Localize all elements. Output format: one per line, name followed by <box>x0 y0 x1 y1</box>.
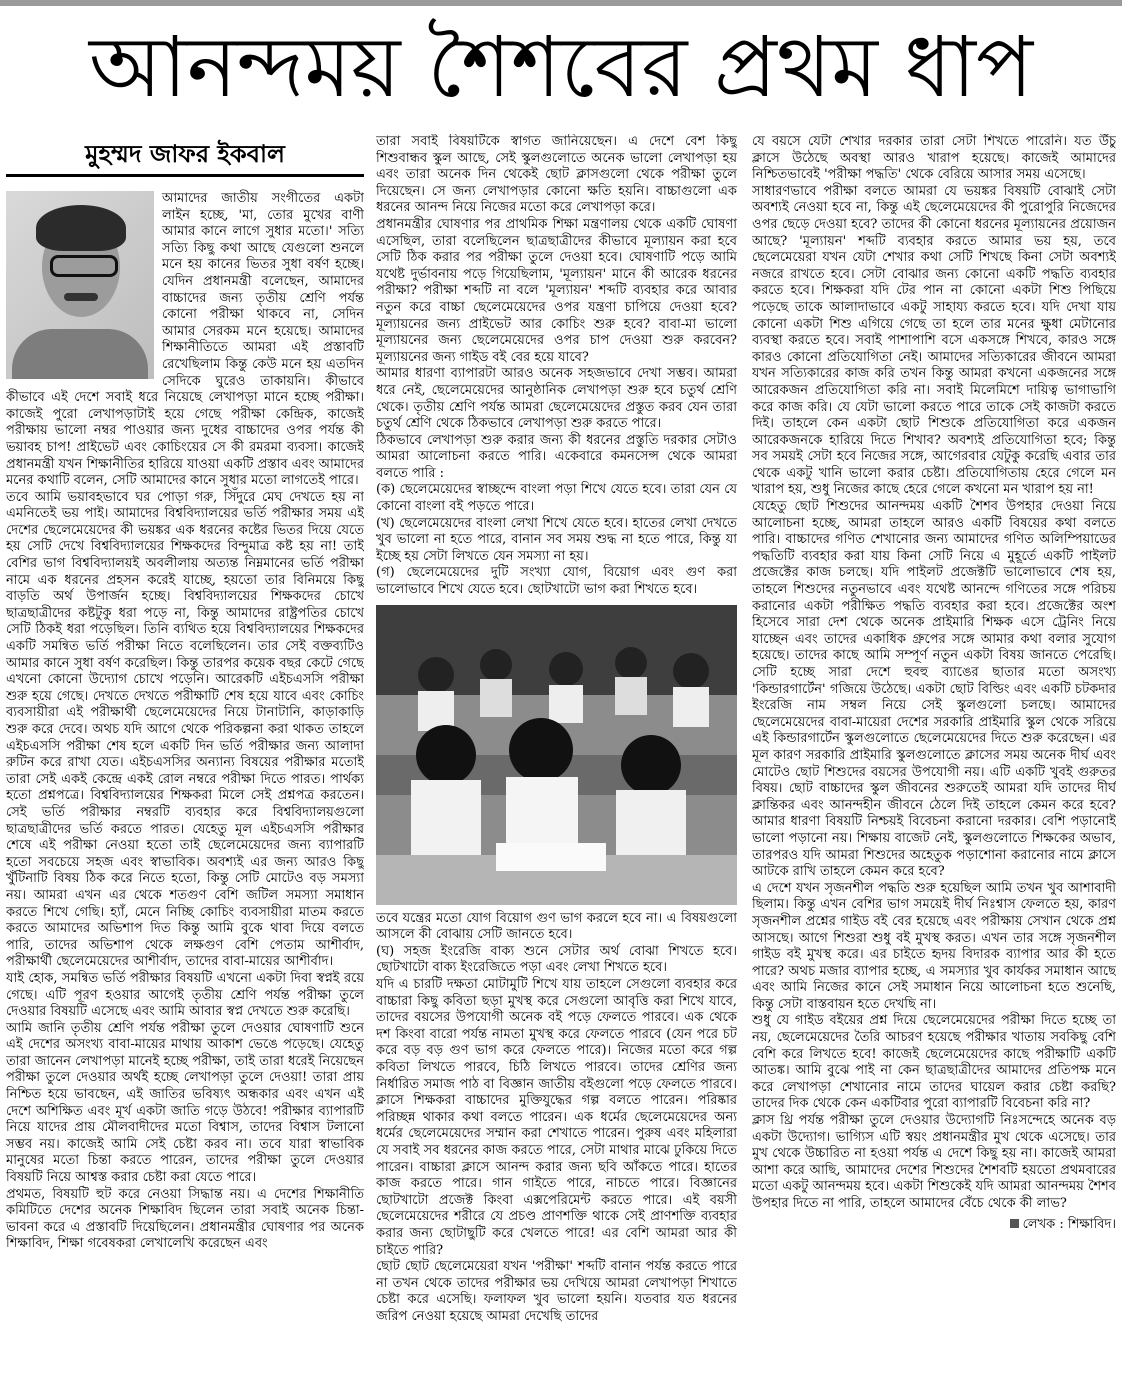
paragraph: আমার ধারণা ব্যাপারটা আরও অনেক সহজভাবে দেখা সম্ভব। আমরা ধরে নেই, ছেলেমেয়েদের আনুষ্ঠানিক লেখাপড়া শুরু হবে চতুর্থ শ্রেণি থেকে। তৃতীয় শ্রেণি পর্যন্ত আমরা ছেলেমেয়েদের প্রস্তুত করব যেন তারা চতুর্থ শ্রেণি থেকে ঠিকভাবে লেখাপড়া শুরু করতে পারে। <box>376 366 737 432</box>
paragraph: এ দেশে যখন সৃজনশীল পদ্ধতি শুরু হয়েছিল আমি তখন খুব আশাবাদী ছিলাম। কিন্তু এখন বেশির ভাগ সময়েই দীর্ঘ নিঃশ্বাস ফেলতে হয়, কারণ সৃজনশীল প্রশ্নের গাইড বই বের হয়েছে এবং পরীক্ষায় সেখান থেকে প্রশ্ন আসছে। আগে শিশুরা শুধু বই মুখস্থ করত। এখন তার সঙ্গে সৃজনশীল গাইড বই মুখস্থ করে। এর চাইতে হৃদয় বিদারক ব্যাপার আর কী হতে পারে? অথচ মজার ব্যাপার হচ্ছে, এ সমস্যার খুব কার্যকর সমাধান আছে এবং আমি নিজের কানে সেই সমাধান নিয়ে আলোচনা হতে শুনেছি, কিন্তু সেটা বাস্তবায়ন হতে দেখছি না। <box>752 880 1116 1012</box>
paragraph: (ক) ছেলেমেয়েদের স্বাচ্ছন্দে বাংলা পড়া শিখে যেতে হবে। তারা যেন যে কোনো বাংলা বই পড়তে পারে। <box>376 482 737 515</box>
author-photo <box>6 191 154 379</box>
author-note <box>752 1217 1116 1234</box>
column-2 <box>376 134 737 1380</box>
paragraph: প্রথমত, বিষয়টি হুট করে নেওয়া সিদ্ধান্ত নয়। এ দেশের শিক্ষানীতি কমিটিতে দেশের অনেক শিক্ষাবিদ ছিলেন তারা সবাই অনেক চিন্তা-ভাবনা করে এ প্রস্তাবটি দিয়েছিলেন। প্রধানমন্ত্রীর ঘোষণার পর অনেক শিক্ষাবিদ, শিক্ষা গবেষকরা লেখালেখি করেছেন এবং <box>6 1186 364 1252</box>
paragraph: সাধারণভাবে পরীক্ষা বলতে আমরা যে ভয়ঙ্কর বিষয়টি বোঝাই সেটা অবশ্যই নেওয়া হবে না, কিন্তু এই ছেলেমেয়েদের কী পুরোপুরি নিজেদের ওপর ছেড়ে দেওয়া হবে? তাদের কী কোনো ধরনের মূল্যায়নের প্রয়োজন আছে? 'মূল্যায়ন' শব্দটি ব্যবহার করতে আমার ভয় হয়, তবে ছেলেমেয়েরা যখন যেটা শেখার কথা সেটি শিখছে কিনা সেটা অবশ্যই নজরে রাখতে হবে। সেটা বোঝার জন্য কোনো একটি পদ্ধতি ব্যবহার করতে হবে। শিক্ষকরা যদি টের পান না কোনো একটা শিশু পিছিয়ে পড়েছে তাকে আলাদাভাবে একটু সাহায্য করতে হবে। যদি দেখা যায় কোনো একটা শিশু এগিয়ে গেছে তা হলে তার মনের ক্ষুধা মেটানোর ব্যবস্থা করতে হবে। সবাই পাশাপাশি বসে একসঙ্গে শিখবে, কারও সঙ্গে কারও কোনো প্রতিযোগিতা নেই। আমাদের সত্যিকারের জীবনে আমরা যখন সত্যিকারের কাজ করি তখন কিন্তু আমরা কখনো একজনের সঙ্গে আরেকজন প্রতিযোগিতা করি না। সবাই মিলেমিশে দায়িত্ব ভাগাভাগি করে কাজ করি। যে যেটা ভালো করতে পারে তাকে সেই কাজটা করতে দিই। তাহলে কেন একটা ছোট শিশুকে প্রতিযোগিতা করে একজন আরেকজনকে হারিয়ে দিতে শিখাব? অবশ্যই প্রতিযোগিতা হবে; কিন্তু সব সময়ই সেটা হবে নিজের সঙ্গে, আগেরবার যেটুকু করেছি এবার তার থেকে একটু খানি ভালো করার চেষ্টা। প্রতিযোগিতায় হেরে গেলে মন খারাপ হয়, শুধু নিজের কাছে হেরে গেলে কখনো মন খারাপ হয় না! <box>752 183 1116 498</box>
paragraph: যে বয়সে যেটা শেখার দরকার তারা সেটা শিখতে পারেনি। যত উঁচু ক্লাসে উঠেছে অবস্থা আরও খারাপ হয়েছে। কাজেই আমাদের নিশ্চিতভাবেই 'পরীক্ষা পদ্ধতি' থেকে বেরিয়ে আসার সময় এসেছে। <box>752 134 1116 183</box>
column-3 <box>752 134 1116 1380</box>
classroom-illustration <box>376 605 737 905</box>
paragraph: (ঘ) সহজ ইংরেজি বাক্য শুনে সেটার অর্থ বোঝা শিখতে হবে। ছোটখাটো বাক্য ইংরেজিতে পড়া এবং লেখা শিখতে হবে। <box>376 943 737 976</box>
column-1 <box>6 134 364 1380</box>
paragraph: ঠিকভাবে লেখাপড়া শুরু করার জন্য কী ধরনের প্রস্তুতি দরকার সেটাও আমরা আলোচনা করতে পারি। একেবারে কমনসেন্স থেকে আমরা বলতে পারি : <box>376 432 737 481</box>
top-rule <box>0 0 1122 6</box>
paragraph: যাই হোক, সমন্বিত ভর্তি পরীক্ষার বিষয়টি এখনো একটা দিবা স্বপ্নই রয়ে গেছে। এটি পূরণ হওয়ার আগেই তৃতীয় শ্রেণি পর্যন্ত পরীক্ষা তুলে দেওয়ার বিষয়টি এসেছে এবং আমি আবার স্বপ্ন দেখতে শুরু করেছি। <box>6 970 364 1020</box>
paragraph: যেহেতু ছোট শিশুদের আনন্দময় একটি শৈশব উপহার দেওয়া নিয়ে আলোচনা হচ্ছে, আমরা তাহলে আরও একটি বিষয়ের কথা বলতে পারি। বাচ্চাদের গণিত শেখানোর জন্য আমাদের গণিত অলিম্পিয়াডের পদ্ধতিটি ব্যবহার করা যায় কিনা সেটি নিয়ে এ মুহূর্তে একটি পাইলট প্রজেক্টের কাজ চলছে। যদি পাইলট প্রজেক্টটি ভালোভাবে শেষ হয়, তাহলে শিশুদের নতুনভাবে এবং যথেষ্ট আনন্দে গণিতের সঙ্গে পরিচয় করানোর একটা পরীক্ষিত পদ্ধতি ব্যবহার করা হবে। প্রজেক্টের অংশ হিসেবে সারা দেশ থেকে অনেক প্রাইমারি শিক্ষক এসে ট্রেনিং নিয়ে যাচ্ছেন এবং তাদের একাধিক গ্রুপের সঙ্গে আমার কথা বলার সুযোগ হয়েছে। তাদের কাছে আমি সম্পূর্ণ নতুন একটা বিষয় জানতে পেরেছি। সেটি হচ্ছে সারা দেশে হুবহু ব্যাঙের ছাতার মতো অসংখ্য 'কিন্ডারগার্টেন' গজিয়ে উঠেছে। একটা ছোট বিল্ডিং এবং একটি চটকদার ইংরেজি নাম সম্বল নিয়ে সেই স্কুলগুলো চলছে। আমাদের ছেলেমেয়েদের বাবা-মায়েরা দেশের সরকারি প্রাইমারি স্কুল থেকে সরিয়ে এই কিন্ডারগার্টেন স্কুলগুলোতে ছেলেমেয়েদের দিতে শুরু করেছেন। এর মূল কারণ সরকারি প্রাইমারি স্কুলগুলোতে ক্লাসের সময় অনেক দীর্ঘ এবং মোটেও ছোট শিশুদের বয়সের উপযোগী নয়। এটি একটি খুবই গুরুতর বিষয়। ছোট বাচ্চাদের স্কুল জীবনের শুরুতেই আমরা যদি তাদের দীর্ঘ ক্লান্তিকর এবং আনন্দহীন জীবনে ঠেলে দিই তাহলে কেমন করে হবে? আমার ধারণা বিষয়টি নিশ্চয়ই বিবেচনা করানো দরকার। বেশি পড়ানোই ভালো পড়ানো নয়। শিক্ষায় বাজেট নেই, স্কুলগুলোতে শিক্ষকের অভাব, তারপরও যদি আমরা শিশুদের অহেতুক পড়াশোনা করানোর নামে ক্লাসে আটকে রাখি তাহলে কেমন করে হবে? <box>752 499 1116 880</box>
author-note-text: লেখক : শিক্ষাবিদ। <box>1022 1216 1116 1232</box>
paragraph: শুধু যে গাইড বইয়ের প্রশ্ন দিয়ে ছেলেমেয়েদের পরীক্ষা দিতে হচ্ছে তা নয়, ছেলেমেয়েদের তৈরি আচরণ হয়েছে পরীক্ষার খাতায় সবকিছু বেশি বেশি করে লিখতে হবে! কাজেই ছেলেমেয়েদের কাছে পরীক্ষাটি একটি আতঙ্ক। আমি বুঝে পাই না কেন ছাত্রছাত্রীদের আমাদের প্রতিপক্ষ মনে করে লেখাপড়া শেখানোর নামে তাদের ঘায়েল করার চেষ্টা করছি? তাদের দিক থেকে কেন একটিবার পুরো ব্যাপারটি বিবেচনা করি না? <box>752 1013 1116 1112</box>
paragraph: যদি এ চারটি দক্ষতা মোটামুটি শিখে যায় তাহলে সেগুলো ব্যবহার করে বাচ্চারা কিছু কবিতা ছড়া মুখস্থ করে সেগুলো আবৃত্তি করা শিখে যাবে, তাদের বয়সের উপযোগী অনেক বই পড়ে ফেলতে পারবে। এক থেকে দশ কিংবা বারো পর্যন্ত নামতা মুখস্থ করে ফেলতে পারবে (যেন পরে চট করে বড় বড় গুণ ভাগ করে ফেলতে পারে)। নিজের মতো করে গল্প কবিতা লিখতে পারবে, চিঠি লিখতে পারবে। তাদের শ্রেণির জন্য নির্ধারিত সমাজ পাঠ বা বিজ্ঞান জাতীয় বইগুলো পড়ে ফেলতে পারবে। ক্লাসে শিক্ষকরা বাচ্চাদের মুক্তিযুদ্ধের গল্প বলতে পারেন। পরিষ্কার পরিচ্ছন্ন থাকার কথা বলতে পারেন। এক ধর্মের ছেলেমেয়েদের অন্য ধর্মের ছেলেমেয়েদের সম্মান করা শেখাতে পারেন। পুরুষ এবং মহিলারা যে সবাই সব ধরনের কাজ করতে পারে, সেটা মাথার মাঝে ঢুকিয়ে দিতে পারেন। বাচ্চারা ক্লাসে আনন্দ করার জন্য ছবি আঁকতে পারে। হাতের কাজ করতে পারে। গান গাইতে পারে, নাচতে পারে। বিজ্ঞানের ছোটখাটো প্রজেক্ট কিংবা এক্সপেরিমেন্ট করতে পারে। এই বয়সী ছেলেমেয়েদের শরীরে যে প্রচণ্ড প্রাণশক্তি থাকে সেই প্রাণশক্তি ব্যবহার করার জন্য ছোটাছুটি করে খেলতে পারে! এর বেশি আমরা আর কী চাইতে পারি? <box>376 977 737 1258</box>
headline: আনন্দময় শৈশবের প্রথম ধাপ <box>88 18 1034 116</box>
paragraph: আমাদের জাতীয় সংগীতের একটা লাইন হচ্ছে, 'মা, তোর মুখের বাণী আমার কানে লাগে সুধার মতো।' সত্যি সত্যি কিছু কথা আছে যেগুলো শুনলে মনে হয় কানের ভিতর সুধা বর্ষণ হচ্ছে। যেদিন প্রধানমন্ত্রী বলেছেন, আমাদের বাচ্চাদের জন্য তৃতীয় শ্রেণি পর্যন্ত কোনো পরীক্ষা থাকবে না, সেদিন আমার সেরকম মনে হয়েছে। আমাদের শিক্ষানীতিতে আমরা এই প্রস্তাবটি রেখেছিলাম কিন্তু কেউ মনে হয় এতদিন সেদিকে ঘুরেও তাকায়নি। কীভাবে কীভাবে এই দেশে সবাই ধরে নিয়েছে লেখাপড়া মানে হচ্ছে পরীক্ষা। কাজেই পুরো লেখাপড়াটাই হয়ে গেছে পরীক্ষা কেন্দ্রিক, কাজেই পরীক্ষায় ভালো নম্বর পাওয়ার জন্য দুধের বাচ্চাদের ওপর পর্যন্ত কী ভয়াবহ চাপ! প্রাইভেট এবং কোচিংয়ের সে কী রমরমা ব্যবসা। কাজেই প্রধানমন্ত্রী যখন শিক্ষানীতির হারিয়ে যাওয়া একটি প্রস্তাব এবং আমাদের মনের কথাটি বলেন, সেটি আমাদের কানে সুধার মতো লাগতেই পারে। <box>6 191 364 489</box>
paragraph: ছোট ছোট ছেলেমেয়েরা যখন 'পরীক্ষা' শব্দটি বানান পর্যন্ত করতে পারে না তখন থেকে তাদের পরীক্ষার ভয় দেখিয়ে আমরা লেখাপড়া শিখাতে চেষ্টা করে এসেছি। ফলাফল খুব ভালো হয়নি। যতবার যত ধরনের জরিপ নেওয়া হয়েছে আমরা দেখেছি তাদের <box>376 1259 737 1324</box>
byline: মুহম্মদ জাফর ইকবাল <box>6 134 364 177</box>
classroom-photo <box>376 605 737 905</box>
paragraph: (গ) ছেলেমেয়েদের দুটি সংখ্যা যোগ, বিয়োগ এবং গুণ করা ভালোভাবে শিখে যেতে হবে। ছোটখাটো ভাগ করা শিখতে হবে। <box>376 565 737 598</box>
paragraph: আমি জানি তৃতীয় শ্রেণি পর্যন্ত পরীক্ষা তুলে দেওয়ার ঘোষণাটি শুনে এই দেশের অসংখ্য বাবা-মায়ের মাথায় আকাশ ভেঙে পড়েছে। যেহেতু তারা জানেন লেখাপড়া মানেই হচ্ছে পরীক্ষা, তাই তারা ধরেই নিয়েছেন পরীক্ষা তুলে দেওয়ার অর্থই হচ্ছে লেখাপড়া তুলে দেওয়া! তারা প্রায় নিশ্চিত হয়ে ভাবছেন, এই জাতির ভবিষ্যৎ অন্ধকার এবং এখন এই দেশে অশিক্ষিত এবং মূর্খ একটা জাতি গড়ে উঠবে! পরীক্ষার ব্যাপারটি নিয়ে যাদের প্রায় মৌলবাদীদের মতো বিশ্বাস, তাদের বিশ্বাস টলানো সম্ভব নয়। কাজেই আমি সেই চেষ্টা করব না। তবে যারা স্বাভাবিক মানুষের মতো চিন্তা করতে পারেন, তাদের পরীক্ষা তুলে দেওয়ার বিষয়টি নিয়ে আশ্বস্ত করার চেষ্টা করা যেতে পারে। <box>6 1020 364 1186</box>
square-bullet-icon <box>1010 1219 1019 1228</box>
paragraph: প্রধানমন্ত্রীর ঘোষণার পর প্রাথমিক শিক্ষা মন্ত্রণালয় থেকে একটি ঘোষণা এসেছিল, তারা বলেছিলেন ছাত্রছাত্রীদের কীভাবে মূল্যায়ন করা হবে সেটি ঠিক করার পর পরীক্ষা তুলে দেওয়া হবে। ঘোষণাটি পড়ে আমি যথেষ্ট দুর্ভাবনায় পড়ে গিয়েছিলাম, 'মূল্যায়ন' মানে কী আরেক ধরনের পরীক্ষা? পরীক্ষা শব্দটি না বলে 'মূল্যায়ন' শব্দটি ব্যবহার করে আবার নতুন করে বাচ্চা ছেলেমেয়েদের ওপর যন্ত্রণা চাপিয়ে দেওয়া হবে? মূল্যায়নের জন্য প্রাইভেট আর কোচিং শুরু হবে? বাবা-মা ভালো মূল্যায়নের জন্য ছেলেমেয়েদের ওপর চাপ দেওয়া শুরু করবেন? মূল্যায়নের জন্য গাইড বই বের হয়ে যাবে? <box>376 216 737 365</box>
paragraph: ক্লাস থ্রি পর্যন্ত পরীক্ষা তুলে দেওয়ার উদ্যোগটি নিঃসন্দেহে অনেক বড় একটা উদ্যোগ। ভাগ্যিস এটি স্বয়ং প্রধানমন্ত্রীর মুখ থেকে এসেছে। তার মুখ থেকে উচ্চারিত না হওয়া পর্যন্ত এ দেশে কিছু হয় না। কাজেই আমরা আশা করে আছি, আমাদের দেশের শিশুদের শৈশবটি হয়তো প্রথমবারের মতো একটু আনন্দময় হবে। একটা শিশুকেই যদি আমরা আনন্দময় শৈশব উপহার দিতে না পারি, তাহলে আমাদের বেঁচে থেকে কী লাভ? <box>752 1113 1116 1211</box>
paragraph: তবে যন্ত্রের মতো যোগ বিয়োগ গুণ ভাগ করলে হবে না। এ বিষয়গুলো আসলে কী বোঝায় সেটি জানতে হবে। <box>376 910 737 943</box>
paragraph: (খ) ছেলেমেয়েদের বাংলা লেখা শিখে যেতে হবে। হাতের লেখা দেখতে খুব ভালো না হতে পারে, বানান সব সময় শুদ্ধ না হতে পারে, কিন্তু যা ইচ্ছে হয় সেটা লিখতে যেন সমস্যা না হয়। <box>376 515 737 564</box>
paragraph: তারা সবাই বিষয়টিকে স্বাগত জানিয়েছেন। এ দেশে বেশ কিছু শিশুবান্ধব স্কুল আছে, সেই স্কুলগুলোতে অনেক ভালো লেখাপড়া হয় এবং তারা অনেক দিন থেকেই ছোট ক্লাসগুলো থেকে পরীক্ষা তুলে দিয়েছেন। সে জন্য লেখাপড়ার কোনো ক্ষতি হয়নি। বাচ্চাগুলো এক ধরনের আনন্দ নিয়ে নিজের মতো করে লেখাপড়া করে। <box>376 134 737 216</box>
paragraph: তবে আমি ভয়াবহভাবে ঘর পোড়া গরু, সিঁদুরে মেঘ দেখতে হয় না এমনিতেই ভয় পাই। আমাদের বিশ্ববিদ্যালয়ের ভর্তি পরীক্ষার সময় এই দেশের ছেলেমেয়েদের কী ভয়ঙ্কর এক ধরনের কষ্টের ভিতর দিয়ে যেতে হয় সেটি দেখে বিশ্ববিদ্যালয়ের শিক্ষকদের বিন্দুমাত্র কষ্ট হয় না! তাই বেশির ভাগ বিশ্ববিদ্যালয়ই অবলীলায় অত্যন্ত নিম্নমানের ভর্তি পরীক্ষা নামে এক ধরনের প্রহসন করেই যাচ্ছে, হয়তো তার বিনিময়ে কিছু বাড়তি অর্থ উপার্জন হচ্ছে। বিশ্ববিদ্যালয়ের শিক্ষকদের চোখে ছাত্রছাত্রীদের কষ্টটুকু ধরা পড়ে না, কিন্তু আমাদের রাষ্ট্রপতির চোখে সেটি ঠিকই ধরা পড়েছিল। তিনি ব্যথিত হয়ে বিশ্ববিদ্যালয়ের শিক্ষকদের একটি সমন্বিত ভর্তি পরীক্ষা নিতে বলেছিলেন। তার সেই বক্তব্যটিও আমার কানে সুধা বর্ষণ করেছিল। কিন্তু তারপর কয়েক বছর কেটে গেছে এখনো কোনো উদ্যোগ চোখে পড়েনি। আরেকটি এইচএসসি পরীক্ষা শুরু হয়ে গেছে। দেখতে দেখতে পরীক্ষাটি শেষ হয়ে যাবে এবং কোচিং ব্যবসায়ীরা এই পরীক্ষার্থী ছেলেমেয়েদের নিয়ে টানাটানি, কাড়াকাড়ি শুরু করে দেবে। অথচ যদি আগে থেকে পরিকল্পনা করা থাকত তাহলে এইচএসসি পরীক্ষা শেষ হলে একটি দিন ভর্তি পরীক্ষার জন্য আলাদা রুটিন করে রাখা যেত। এইচএসসির অন্যান্য বিষয়ের পরীক্ষার মতোই তারা সেই একই কেন্দ্রে একই রোল নম্বরে পরীক্ষা দিতে পারত। পার্থক্য হতো প্রশ্নপত্রে। বিশ্ববিদ্যালয়ের শিক্ষকরা মিলে সেই প্রশ্নপত্র করতেন। সেই ভর্তি পরীক্ষার নম্বরটি ব্যবহার করে বিশ্ববিদ্যালয়গুলো ছাত্রছাত্রীদের ভর্তি করতে পারত। যেহেতু মূল এইচএসসি পরীক্ষার শেষে এই পরীক্ষা নেওয়া হতো তাই ছেলেমেয়েদের জন্য ব্যাপারটি হতো সবচেয়ে সহজ এবং স্বাভাবিক। অবশ্যই এর জন্য আরও কিছু খুঁটিনাটি বিষয় ঠিক করে নিতে হতো, কিন্তু সেটি মোটেও বড় সমস্যা নয়। আমরা এখন এর থেকে শতগুণ বেশি জটিল সমস্যা সমাধান করতে শিখে গেছি। হ্যাঁ, মেনে নিচ্ছি কোচিং ব্যবসায়ীরা মাতম করতে করতে আমাদের অভিশাপ দিত কিন্তু আমি বুকে থাবা দিয়ে বলতে পারি, তাদের অভিশাপ থেকে লক্ষগুণ বেশি পেতাম আশীর্বাদ, পরীক্ষার্থী ছেলেমেয়েদের আশীর্বাদ, তাদের বাবা-মায়ের আশীর্বাদ। <box>6 489 364 970</box>
